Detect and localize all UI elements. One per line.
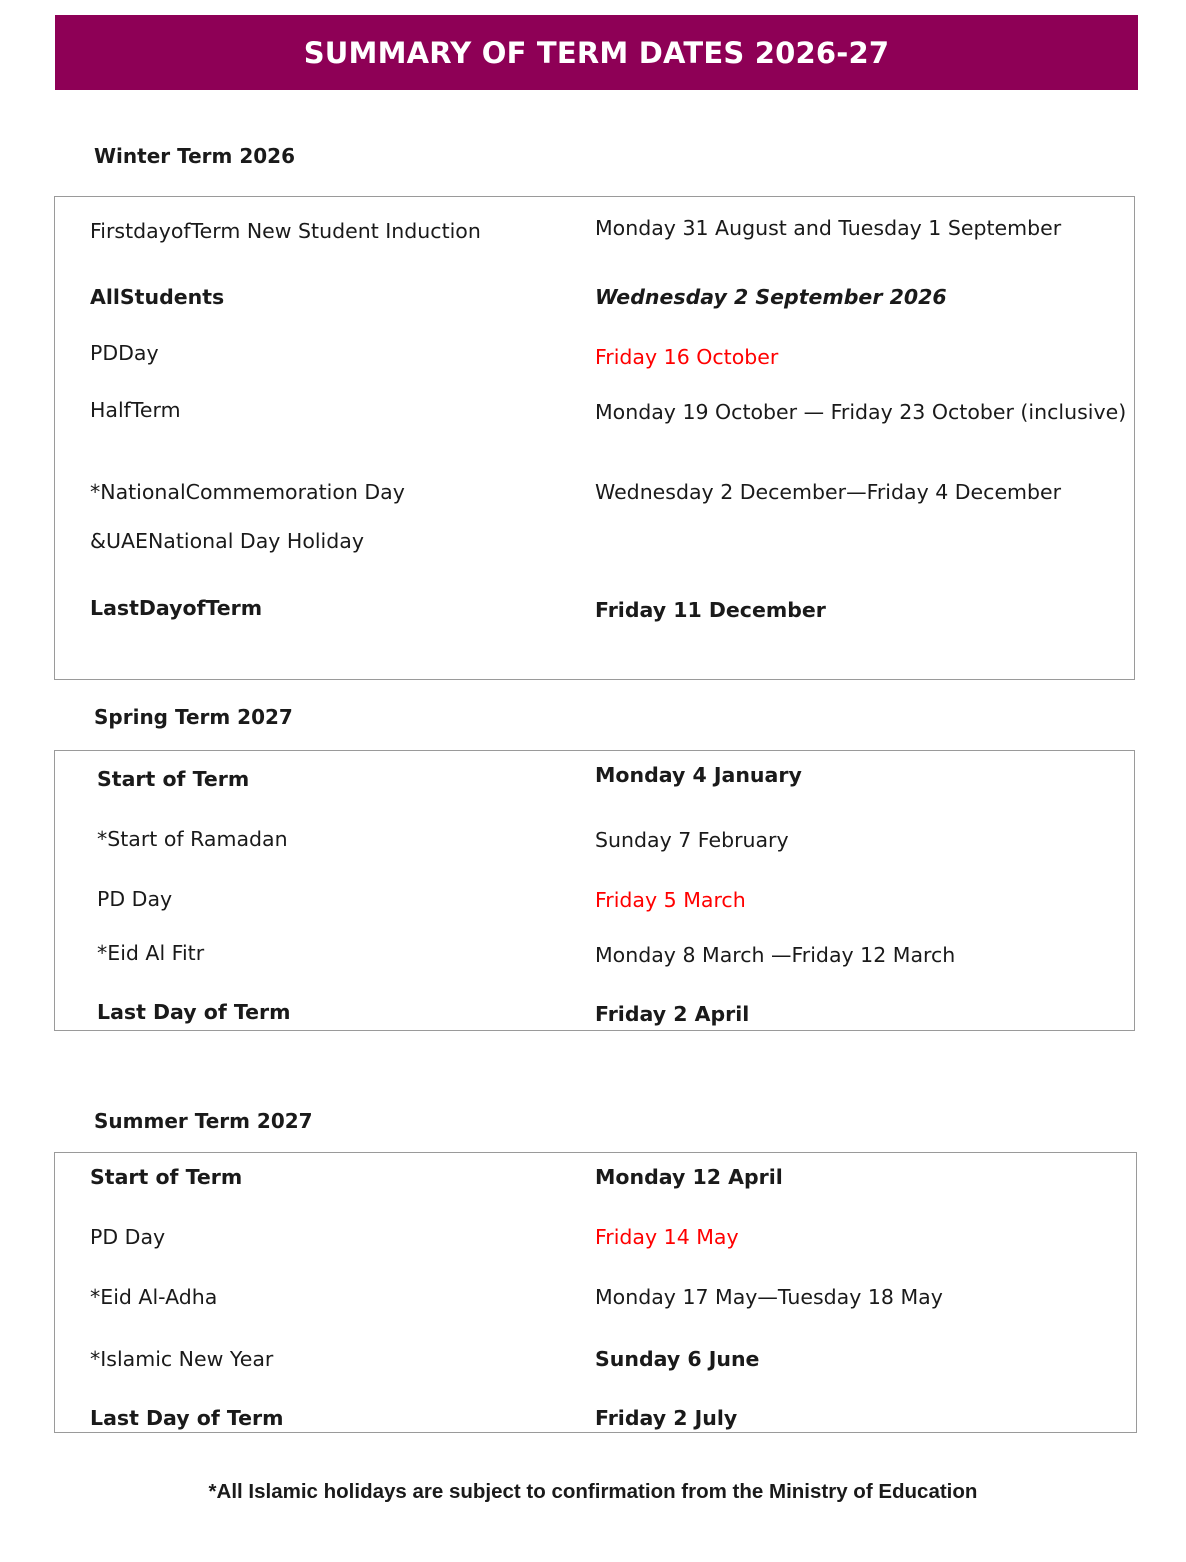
event-date: Monday 12 April bbox=[595, 1165, 783, 1189]
event-date: Friday 2 July bbox=[595, 1406, 738, 1430]
event-label: *NationalCommemoration Day bbox=[90, 480, 405, 504]
event-date: Friday 5 March bbox=[595, 888, 746, 912]
title-banner bbox=[55, 15, 1138, 90]
event-label: FirstdayofTerm New Student Induction bbox=[90, 219, 481, 243]
event-date: Sunday 7 February bbox=[595, 828, 789, 852]
event-label: *Start of Ramadan bbox=[97, 827, 288, 851]
event-date: Friday 2 April bbox=[595, 1002, 750, 1026]
spring-term-table bbox=[54, 750, 1135, 1031]
event-label: LastDayofTerm bbox=[90, 596, 263, 620]
event-date: Friday 11 December bbox=[595, 598, 826, 622]
event-label-line2: &UAENational Day Holiday bbox=[90, 529, 364, 553]
event-label: Start of Term bbox=[97, 767, 250, 791]
event-label: AllStudents bbox=[90, 285, 225, 309]
event-date: Friday 14 May bbox=[595, 1225, 739, 1249]
winter-term-title: Winter Term 2026 bbox=[94, 144, 295, 168]
event-label: HalfTerm bbox=[90, 398, 181, 422]
event-label: *Islamic New Year bbox=[90, 1347, 274, 1371]
event-label: Last Day of Term bbox=[90, 1406, 284, 1430]
event-label: Last Day of Term bbox=[97, 1000, 291, 1024]
summer-term-table bbox=[54, 1152, 1137, 1433]
event-label: PDDay bbox=[90, 341, 159, 365]
event-date: Monday 17 May—Tuesday 18 May bbox=[595, 1285, 943, 1309]
event-date: Monday 8 March —Friday 12 March bbox=[595, 943, 956, 967]
event-date: Sunday 6 June bbox=[595, 1347, 760, 1371]
event-label: Start of Term bbox=[90, 1165, 243, 1189]
spring-term-title: Spring Term 2027 bbox=[94, 705, 293, 729]
footnote: *All Islamic holidays are subject to confirmation from the Ministry of Education bbox=[208, 1480, 978, 1503]
event-label: PD Day bbox=[90, 1225, 166, 1249]
event-date: Wednesday 2 September 2026 bbox=[595, 285, 947, 309]
event-label: PD Day bbox=[97, 887, 173, 911]
event-date: Monday 31 August and Tuesday 1 September bbox=[595, 216, 1062, 240]
event-date: Friday 16 October bbox=[595, 345, 779, 369]
event-date: Monday 19 October — Friday 23 October (inclusive) bbox=[595, 400, 1127, 424]
event-label: *Eid Al Fitr bbox=[97, 941, 205, 965]
page-title: SUMMARY OF TERM DATES 2026-27 bbox=[303, 35, 890, 70]
event-date: Monday 4 January bbox=[595, 763, 802, 787]
summer-term-title: Summer Term 2027 bbox=[94, 1109, 313, 1133]
winter-term-table bbox=[54, 196, 1135, 680]
event-date: Wednesday 2 December—Friday 4 December bbox=[595, 480, 1062, 504]
event-label: *Eid Al-Adha bbox=[90, 1285, 218, 1309]
